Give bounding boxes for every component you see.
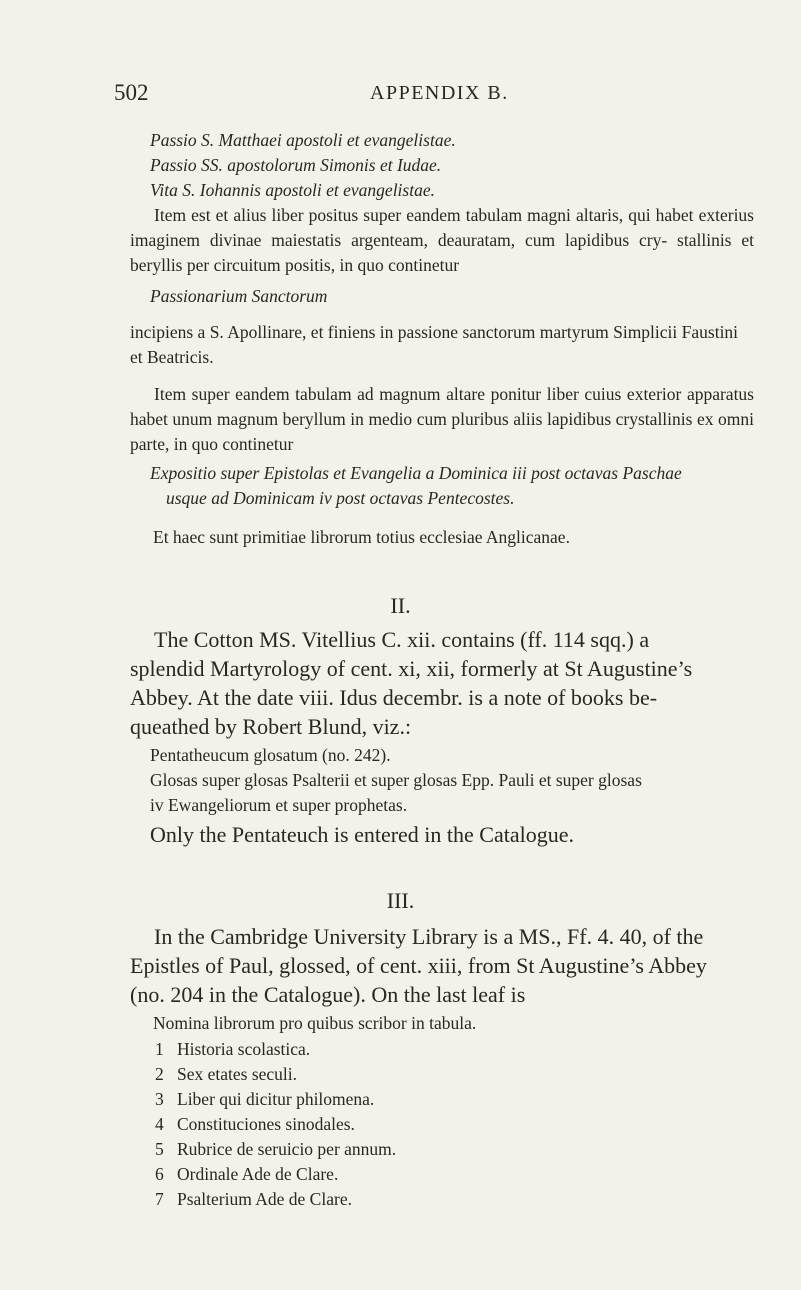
list-item <box>155 1162 775 1187</box>
top-titles <box>150 128 770 203</box>
section-numeral-3: III. <box>386 888 415 913</box>
title-line: Passio SS. apostolorum Simonis et Iudae. <box>150 155 442 175</box>
item-number: 7 <box>155 1189 164 1209</box>
page-header <box>0 80 801 120</box>
item-text: Ordinale Ade de Clare. <box>177 1164 339 1184</box>
item-number: 6 <box>155 1164 164 1184</box>
section-2-body <box>130 625 760 741</box>
list-line: Pentatheucum glosatum (no. 242). <box>150 745 391 765</box>
item-number: 4 <box>155 1114 164 1134</box>
expositio-line: usque ad Dominicam iv post octavas Pentecostes. <box>166 488 515 508</box>
body-line: The Cotton MS. Vitellius C. xii. contains (ff. 114 sqq.) a <box>154 627 650 652</box>
item-number: 2 <box>155 1064 164 1084</box>
item-text: Rubrice de seruicio per annum. <box>177 1139 397 1159</box>
list-item <box>155 1137 775 1162</box>
body-line: Epistles of Paul, glossed, of cent. xiii, from St Augustine’s Abbey <box>130 953 707 978</box>
list-item <box>155 1112 775 1137</box>
list-item <box>155 1187 775 1212</box>
list-item <box>155 1062 775 1087</box>
section-numeral-2: II. <box>390 593 411 618</box>
title-line: Vita S. Iohannis apostoli et evangelistae. <box>150 180 435 200</box>
paragraph-second-book: Item super eandem tabulam ad magnum altare ponitur liber cuius exterior apparatus habet unum magnum beryllum in medio cum pluribus aliis lapidibus crystallinis ex omni parte, in quo continetur <box>130 384 754 454</box>
list-item <box>155 1087 775 1112</box>
expositio-title <box>150 461 760 511</box>
expositio-line: Expositio super Epistolas et Evangelia a Dominica iii post octavas Paschae <box>150 463 682 483</box>
item-text: Constituciones sinodales. <box>177 1114 355 1134</box>
nomina-list <box>155 1037 775 1212</box>
item-number: 5 <box>155 1139 164 1159</box>
item-text: Liber qui dicitur philomena. <box>177 1089 375 1109</box>
item-text: Historia scolastica. <box>177 1039 311 1059</box>
item-number: 3 <box>155 1089 164 1109</box>
robert-blund-list <box>150 743 760 818</box>
nomina-heading: Nomina librorum pro quibus scribor in tabula. <box>153 1013 477 1033</box>
list-line: Glosas super glosas Psalterii et super glosas Epp. Pauli et super glosas <box>150 770 642 790</box>
paragraph-primitiae: Et haec sunt primitiae librorum totius ecclesiae Anglicanae. <box>153 527 570 547</box>
section-2-closing: Only the Pentateuch is entered in the Catalogue. <box>150 822 574 847</box>
page-number: 502 <box>114 80 149 105</box>
paragraph-incipiens: incipiens a S. Apollinare, et finiens in passione sanctorum martyrum Simplicii Faustini et Beatricis. <box>130 322 739 367</box>
passionarium-title: Passionarium Sanctorum <box>150 286 328 306</box>
running-head: APPENDIX B. <box>370 82 509 104</box>
item-text: Psalterium Ade de Clare. <box>177 1189 352 1209</box>
body-line: In the Cambridge University Library is a MS., Ff. 4. 40, of the <box>154 924 704 949</box>
list-line: iv Ewangeliorum et super prophetas. <box>150 795 408 815</box>
item-text: Sex etates seculi. <box>177 1064 298 1084</box>
section-3-body <box>130 922 760 1009</box>
title-line: Passio S. Matthaei apostoli et evangelistae. <box>150 130 456 150</box>
body-line: (no. 204 in the Catalogue). On the last leaf is <box>130 982 526 1007</box>
body-line: splendid Martyrology of cent. xi, xii, formerly at St Augustine’s <box>130 656 693 681</box>
list-item <box>155 1037 775 1062</box>
body-line: Abbey. At the date viii. Idus decembr. is a note of books be- <box>130 685 658 710</box>
item-number: 1 <box>155 1039 164 1059</box>
body-line: queathed by Robert Blund, viz.: <box>130 714 412 739</box>
paragraph-altar-book: Item est et alius liber positus super eandem tabulam magni altaris, qui habet exterius imaginem divinae maiestatis argenteam, deauratam, cum lapidibus cry- stallinis et beryllis per circuitum positis, in quo continetur <box>130 205 754 275</box>
